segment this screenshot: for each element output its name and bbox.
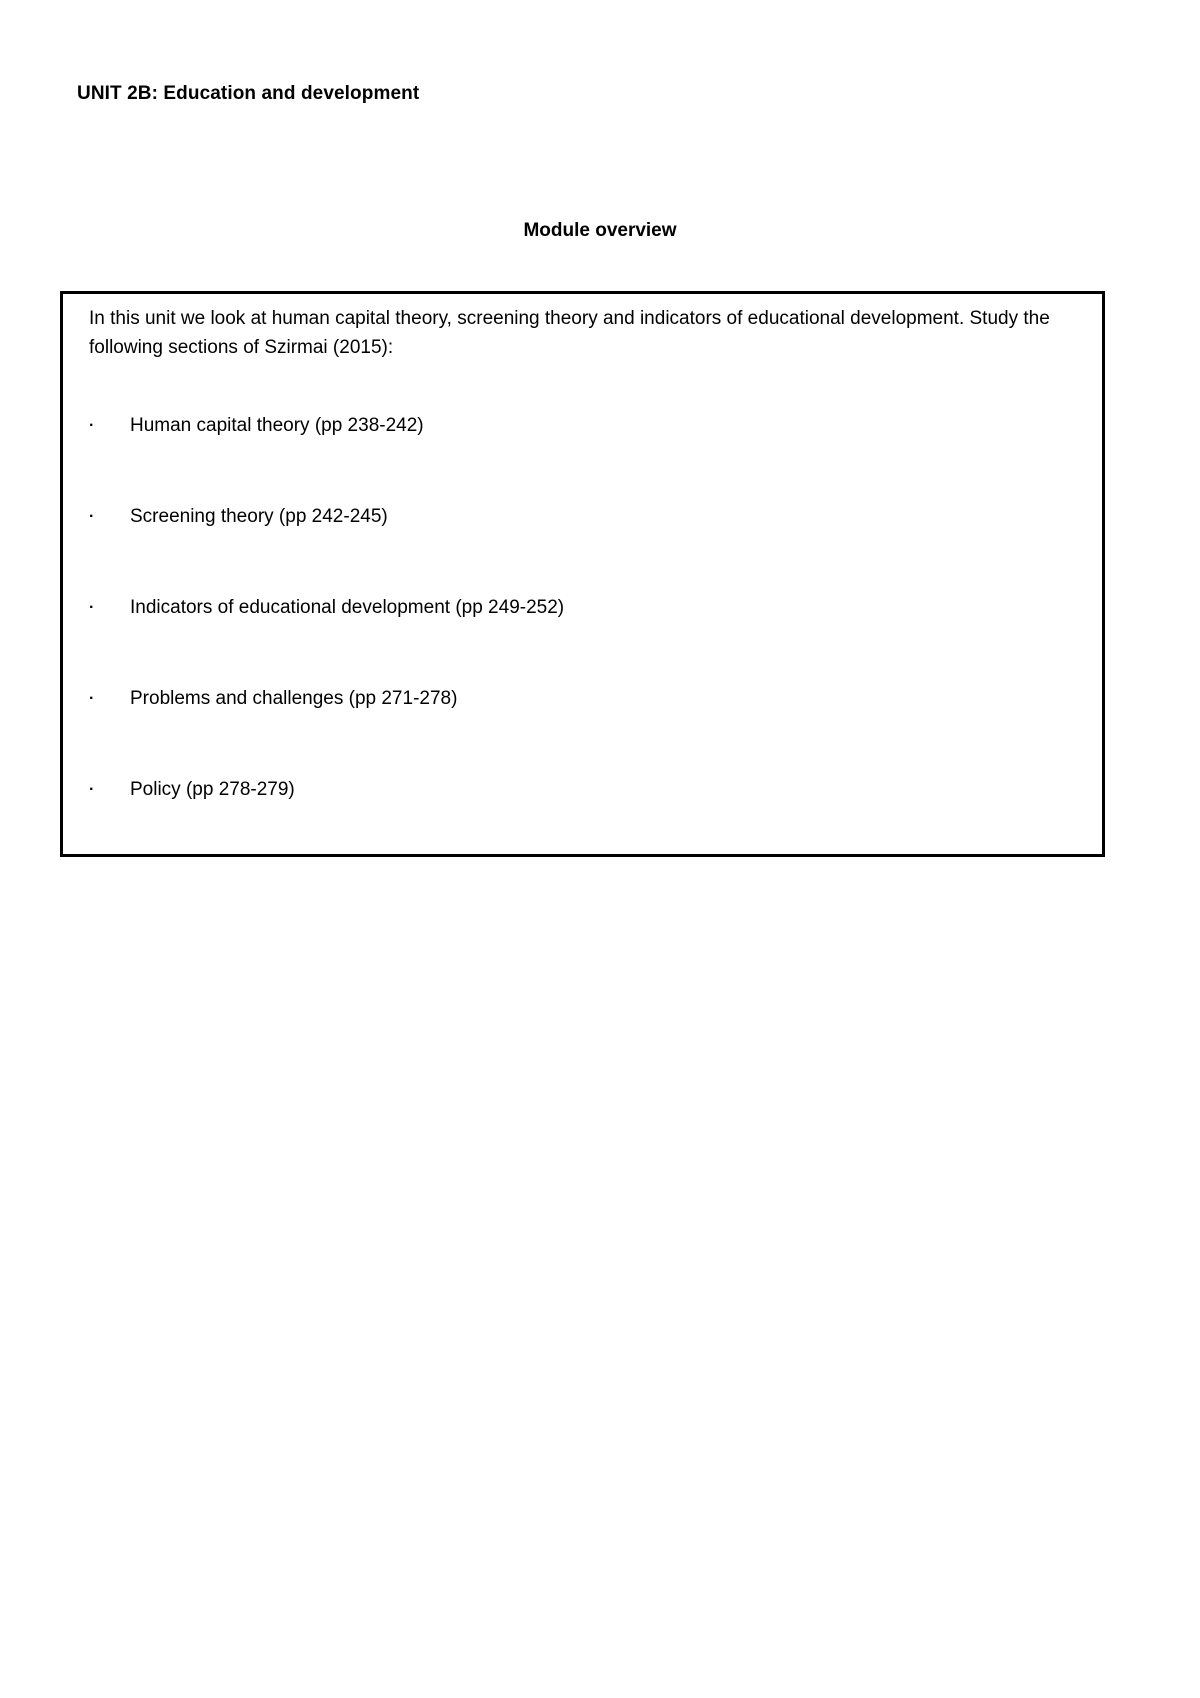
module-overview-box xyxy=(60,291,1105,857)
topic-label: Indicators of educational development (pp 249-252) xyxy=(130,597,565,618)
list-item xyxy=(63,685,963,713)
topic-label: Screening theory (pp 242-245) xyxy=(130,506,388,527)
topic-label: Policy (pp 278-279) xyxy=(130,779,295,800)
bullet-icon: · xyxy=(89,508,95,525)
bullet-icon: · xyxy=(89,781,95,798)
topic-label: Problems and challenges (pp 271-278) xyxy=(130,688,458,709)
overview-intro-text: In this unit we look at human capital theory, screening theory and indicators of educational development. Study the following sections of Szirmai (2015): xyxy=(89,308,1050,358)
list-item xyxy=(63,503,963,531)
bullet-icon: · xyxy=(89,417,95,434)
bullet-icon: · xyxy=(89,599,95,616)
list-item xyxy=(63,412,963,440)
list-item xyxy=(63,776,963,804)
list-item xyxy=(63,594,963,622)
unit-title: UNIT 2B: Education and development xyxy=(77,83,420,104)
module-overview-heading: Module overview xyxy=(523,220,677,241)
bullet-icon: · xyxy=(89,690,95,707)
topic-label: Human capital theory (pp 238-242) xyxy=(130,415,424,436)
